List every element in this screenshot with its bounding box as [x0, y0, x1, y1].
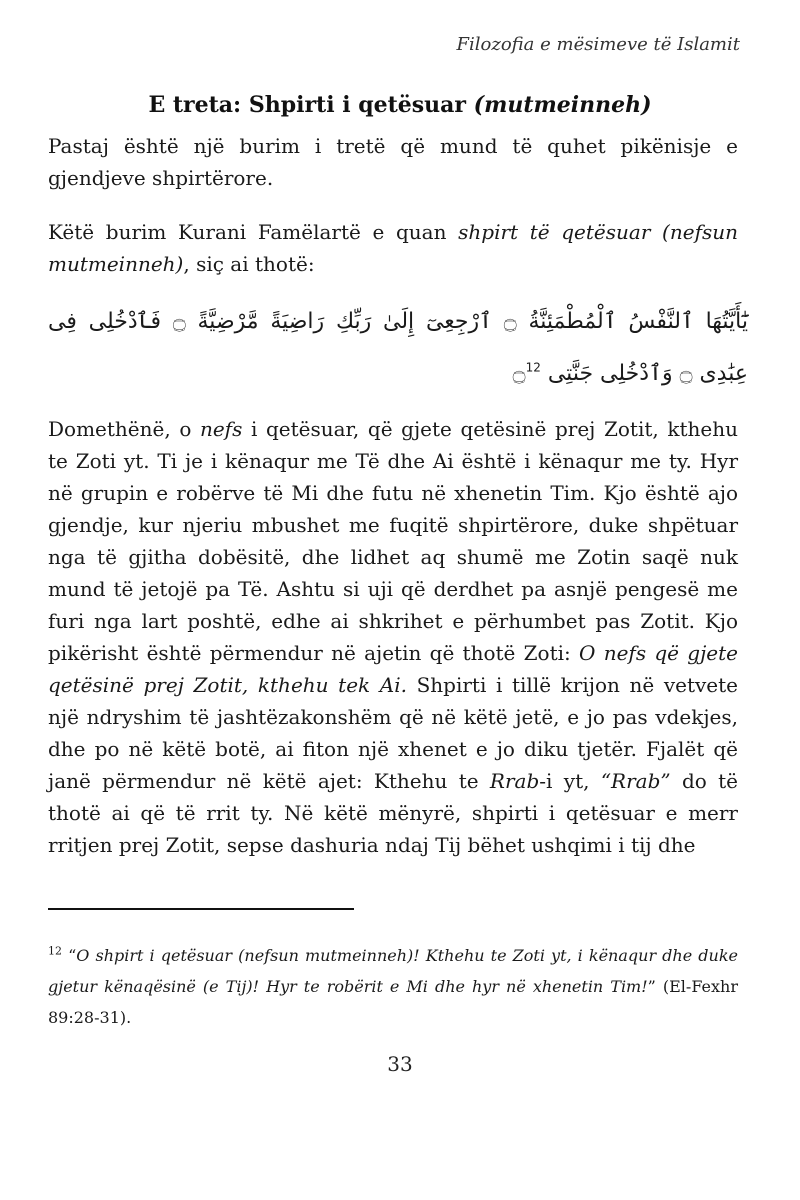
paragraph2-italic: shpirt të qetësuar (nefsun mutmeinneh)	[48, 220, 738, 276]
footnote-source: (El-Fexhr 89:28-31).	[48, 977, 739, 1027]
arabic-verse-text: يَٰٓأَيَّتُهَا ٱلنَّفْسُ ٱلْمُطْمَئِنَّةُ ۝ ٱرْجِعِىٓ إِلَىٰ رَبِّكِ رَاضِيَةً مَّرْضِيَّةً ۝ فَٱدْخُلِى فِى عِبَٰدِى ۝ وَٱدْخُلِى جَنَّتِى ۝	[48, 309, 749, 386]
paragraph2-end: , siç ai thotë:	[183, 252, 315, 276]
footnote-quote-close: ”	[647, 977, 656, 996]
footnote-reference: 12	[525, 360, 541, 375]
page-number: 33	[387, 1052, 413, 1076]
section-title-italic: (mutmeinneh)	[473, 92, 652, 118]
p3-text-1: Domethënë, o	[48, 417, 200, 441]
paragraph2-start: Këtë burim Kurani Famëlartë e quan	[48, 220, 459, 244]
p3-italic-4: “Rrab”	[600, 769, 671, 793]
paragraph-explanation	[48, 413, 738, 861]
p3-italic-1: nefs	[199, 417, 243, 441]
footnote-divider	[48, 908, 354, 910]
p3-italic-3: Rrab	[489, 769, 540, 793]
paragraph-intro: Pastaj është një burim i tretë që mund të quhet pikënisje e gjendjeve shpirtërore.	[48, 134, 738, 190]
p3-italic-2: O nefs që gjete qetësinë prej Zotit, kthehu tek Ai.	[48, 641, 739, 697]
footnote-italic: O shpirt i qetësuar (nefsun mutmeinneh)! Kthehu te Zoti yt, i kënaqur dhe duke gjetur kënaqësinë (e Tij)! Hyr te robërit e Mi dhe hyr në xhenetin Tim!	[48, 946, 738, 996]
paragraph-quran-reference	[48, 216, 738, 280]
p3-text-5: do të thotë ai që të rrit ty. Në këtë mënyrë, shpirti i qetësuar e merr rritjen prej Zotit, sepse dashuria ndaj Tij bëhet ushqimi i tij dhe	[48, 769, 738, 857]
running-header: Filozofia e mësimeve të Islamit	[456, 34, 740, 55]
arabic-verse	[48, 296, 748, 400]
footnote-number: 12	[48, 944, 62, 958]
p3-text-2: i qetësuar, që gjete qetësinë prej Zotit, kthehu te Zoti yt. Ti je i kënaqur me Të dhe Ai është i kënaqur me ty. Hyr në grupin e robërve të Mi dhe futu në xhenetin Tim. Kjo është ajo gjendje, kur njeriu mbushet me fuqitë shpirtërore, duke shpëtuar nga të gjitha dobësitë, dhe lidhet aq shumë me Zotin saqë nuk mund të jetojë pa Të. Ashtu si uji që derdhet pa asnjë pengesë me furi nga lart poshtë, edhe ai shkrihet e përhumbet pas Zotit. Kjo pikërisht është përmendur në ajetin që thotë Zoti:	[48, 417, 738, 665]
p3-text-3: Shpirti i tillë krijon në vetvete një ndryshim të jashtëzakonshëm që në këtë jetë, e jo pas vdekjes, dhe po në këtë botë, ai fiton një xhenet e jo diku tjetër. Fjalët që janë përmendur në këtë ajet: Kthehu te	[48, 673, 738, 793]
footnote	[48, 940, 738, 1033]
section-title	[0, 92, 800, 118]
footnote-quote-open: “	[68, 946, 77, 965]
section-title-text: E treta: Shpirti i qetësuar	[148, 92, 474, 118]
p3-text-4: -i yt,	[539, 769, 601, 793]
